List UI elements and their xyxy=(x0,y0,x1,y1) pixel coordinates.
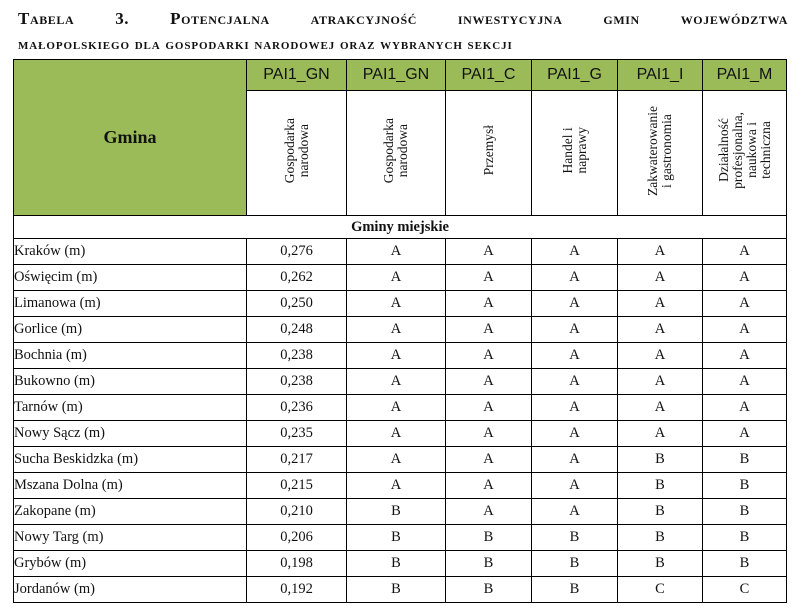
municipality-name: Nowy Targ (m) xyxy=(14,525,247,551)
municipality-name: Zakopane (m) xyxy=(14,499,247,525)
class-value: A xyxy=(446,239,532,265)
class-value: B xyxy=(532,577,618,603)
class-value: A xyxy=(532,395,618,421)
table-row xyxy=(14,343,787,369)
column-code: PAI1_GN xyxy=(347,60,446,91)
class-value: A xyxy=(618,421,703,447)
class-value: A xyxy=(618,265,703,291)
class-value: A xyxy=(347,317,446,343)
municipality-name: Bukowno (m) xyxy=(14,369,247,395)
class-value: A xyxy=(347,369,446,395)
caption-line-1: Tabela 3. Potencjalna atrakcyjność inwestycyjna gmin województwa xyxy=(18,9,788,28)
class-value: B xyxy=(618,551,703,577)
index-value: 0,262 xyxy=(247,265,347,291)
section-label: Gminy miejskie xyxy=(14,216,787,239)
class-value: B xyxy=(618,525,703,551)
class-value: C xyxy=(618,577,703,603)
column-description xyxy=(446,91,532,216)
class-value: A xyxy=(347,447,446,473)
municipality-name: Mszana Dolna (m) xyxy=(14,473,247,499)
class-value: A xyxy=(532,317,618,343)
column-code: PAI1_GN xyxy=(247,60,347,91)
class-value: A xyxy=(446,343,532,369)
table-row xyxy=(14,291,787,317)
class-value: A xyxy=(446,291,532,317)
municipality-name: Nowy Sącz (m) xyxy=(14,421,247,447)
table-row xyxy=(14,525,787,551)
municipality-name: Limanowa (m) xyxy=(14,291,247,317)
gmina-column-header: Gmina xyxy=(14,60,247,216)
column-code: PAI1_I xyxy=(618,60,703,91)
municipality-name: Tarnów (m) xyxy=(14,395,247,421)
index-value: 0,215 xyxy=(247,473,347,499)
class-value: A xyxy=(703,369,787,395)
class-value: B xyxy=(703,447,787,473)
class-value: B xyxy=(532,525,618,551)
class-value: B xyxy=(703,473,787,499)
header-codes-row xyxy=(14,60,787,91)
class-value: B xyxy=(703,525,787,551)
municipality-name: Sucha Beskidzka (m) xyxy=(14,447,247,473)
index-value: 0,206 xyxy=(247,525,347,551)
table-row xyxy=(14,317,787,343)
municipality-name: Jordanów (m) xyxy=(14,577,247,603)
class-value: B xyxy=(446,525,532,551)
table-row xyxy=(14,551,787,577)
table-row xyxy=(14,369,787,395)
class-value: A xyxy=(347,473,446,499)
class-value: A xyxy=(532,447,618,473)
index-value: 0,238 xyxy=(247,369,347,395)
class-value: A xyxy=(532,291,618,317)
table-row xyxy=(14,421,787,447)
column-description-text: Zakwaterowanie i gastronomia xyxy=(645,105,674,196)
index-value: 0,250 xyxy=(247,291,347,317)
column-description-text: Gospodarka narodowa xyxy=(281,117,311,184)
class-value: A xyxy=(618,317,703,343)
column-description-text: Gospodarka narodowa xyxy=(381,117,410,184)
class-value: A xyxy=(446,447,532,473)
class-value: B xyxy=(618,473,703,499)
table-row xyxy=(14,265,787,291)
class-value: A xyxy=(703,291,787,317)
attractiveness-table xyxy=(13,59,787,603)
table-row xyxy=(14,499,787,525)
column-description-text: Handel i naprawy xyxy=(559,127,589,174)
index-value: 0,238 xyxy=(247,343,347,369)
class-value: A xyxy=(446,265,532,291)
index-value: 0,217 xyxy=(247,447,347,473)
column-description-text: Działalność profesjonalna, naukowa i techniczna xyxy=(715,112,773,189)
class-value: B xyxy=(347,551,446,577)
column-description-text: Przemysł xyxy=(480,125,496,176)
class-value: A xyxy=(618,343,703,369)
table-row xyxy=(14,239,787,265)
class-value: C xyxy=(703,577,787,603)
class-value: A xyxy=(347,421,446,447)
class-value: A xyxy=(703,421,787,447)
index-value: 0,198 xyxy=(247,551,347,577)
column-description xyxy=(347,91,446,216)
class-value: A xyxy=(618,291,703,317)
class-value: A xyxy=(446,369,532,395)
class-value: A xyxy=(532,421,618,447)
class-value: B xyxy=(618,499,703,525)
table-row xyxy=(14,395,787,421)
index-value: 0,236 xyxy=(247,395,347,421)
class-value: A xyxy=(347,265,446,291)
column-code: PAI1_M xyxy=(703,60,787,91)
index-value: 0,210 xyxy=(247,499,347,525)
class-value: A xyxy=(347,343,446,369)
class-value: A xyxy=(703,395,787,421)
class-value: B xyxy=(703,551,787,577)
column-code: PAI1_C xyxy=(446,60,532,91)
column-description xyxy=(532,91,618,216)
municipality-name: Gorlice (m) xyxy=(14,317,247,343)
class-value: A xyxy=(703,317,787,343)
municipality-name: Oświęcim (m) xyxy=(14,265,247,291)
municipality-name: Bochnia (m) xyxy=(14,343,247,369)
class-value: A xyxy=(532,239,618,265)
index-value: 0,276 xyxy=(247,239,347,265)
class-value: A xyxy=(532,473,618,499)
class-value: A xyxy=(532,265,618,291)
municipality-name: Kraków (m) xyxy=(14,239,247,265)
table-row xyxy=(14,447,787,473)
column-description xyxy=(703,91,787,216)
class-value: A xyxy=(446,317,532,343)
municipality-name: Grybów (m) xyxy=(14,551,247,577)
table-caption xyxy=(18,6,788,58)
table-row xyxy=(14,577,787,603)
class-value: A xyxy=(703,343,787,369)
class-value: A xyxy=(347,291,446,317)
column-code: PAI1_G xyxy=(532,60,618,91)
class-value: A xyxy=(446,395,532,421)
class-value: B xyxy=(446,551,532,577)
class-value: B xyxy=(618,447,703,473)
class-value: B xyxy=(532,551,618,577)
class-value: B xyxy=(347,577,446,603)
class-value: A xyxy=(532,369,618,395)
class-value: B xyxy=(446,577,532,603)
class-value: A xyxy=(446,499,532,525)
class-value: A xyxy=(618,239,703,265)
caption-line-2: małopolskiego dla gospodarki narodowej oraz wybranych sekcji xyxy=(18,36,513,53)
class-value: A xyxy=(347,395,446,421)
class-value: A xyxy=(446,421,532,447)
index-value: 0,248 xyxy=(247,317,347,343)
column-description xyxy=(618,91,703,216)
index-value: 0,235 xyxy=(247,421,347,447)
column-description xyxy=(247,91,347,216)
class-value: B xyxy=(703,499,787,525)
class-value: A xyxy=(618,395,703,421)
table-row xyxy=(14,473,787,499)
class-value: A xyxy=(703,239,787,265)
class-value: A xyxy=(703,265,787,291)
class-value: B xyxy=(347,499,446,525)
class-value: A xyxy=(347,239,446,265)
class-value: A xyxy=(446,473,532,499)
class-value: A xyxy=(532,499,618,525)
class-value: A xyxy=(618,369,703,395)
section-row xyxy=(14,216,787,239)
class-value: B xyxy=(347,525,446,551)
class-value: A xyxy=(532,343,618,369)
index-value: 0,192 xyxy=(247,577,347,603)
